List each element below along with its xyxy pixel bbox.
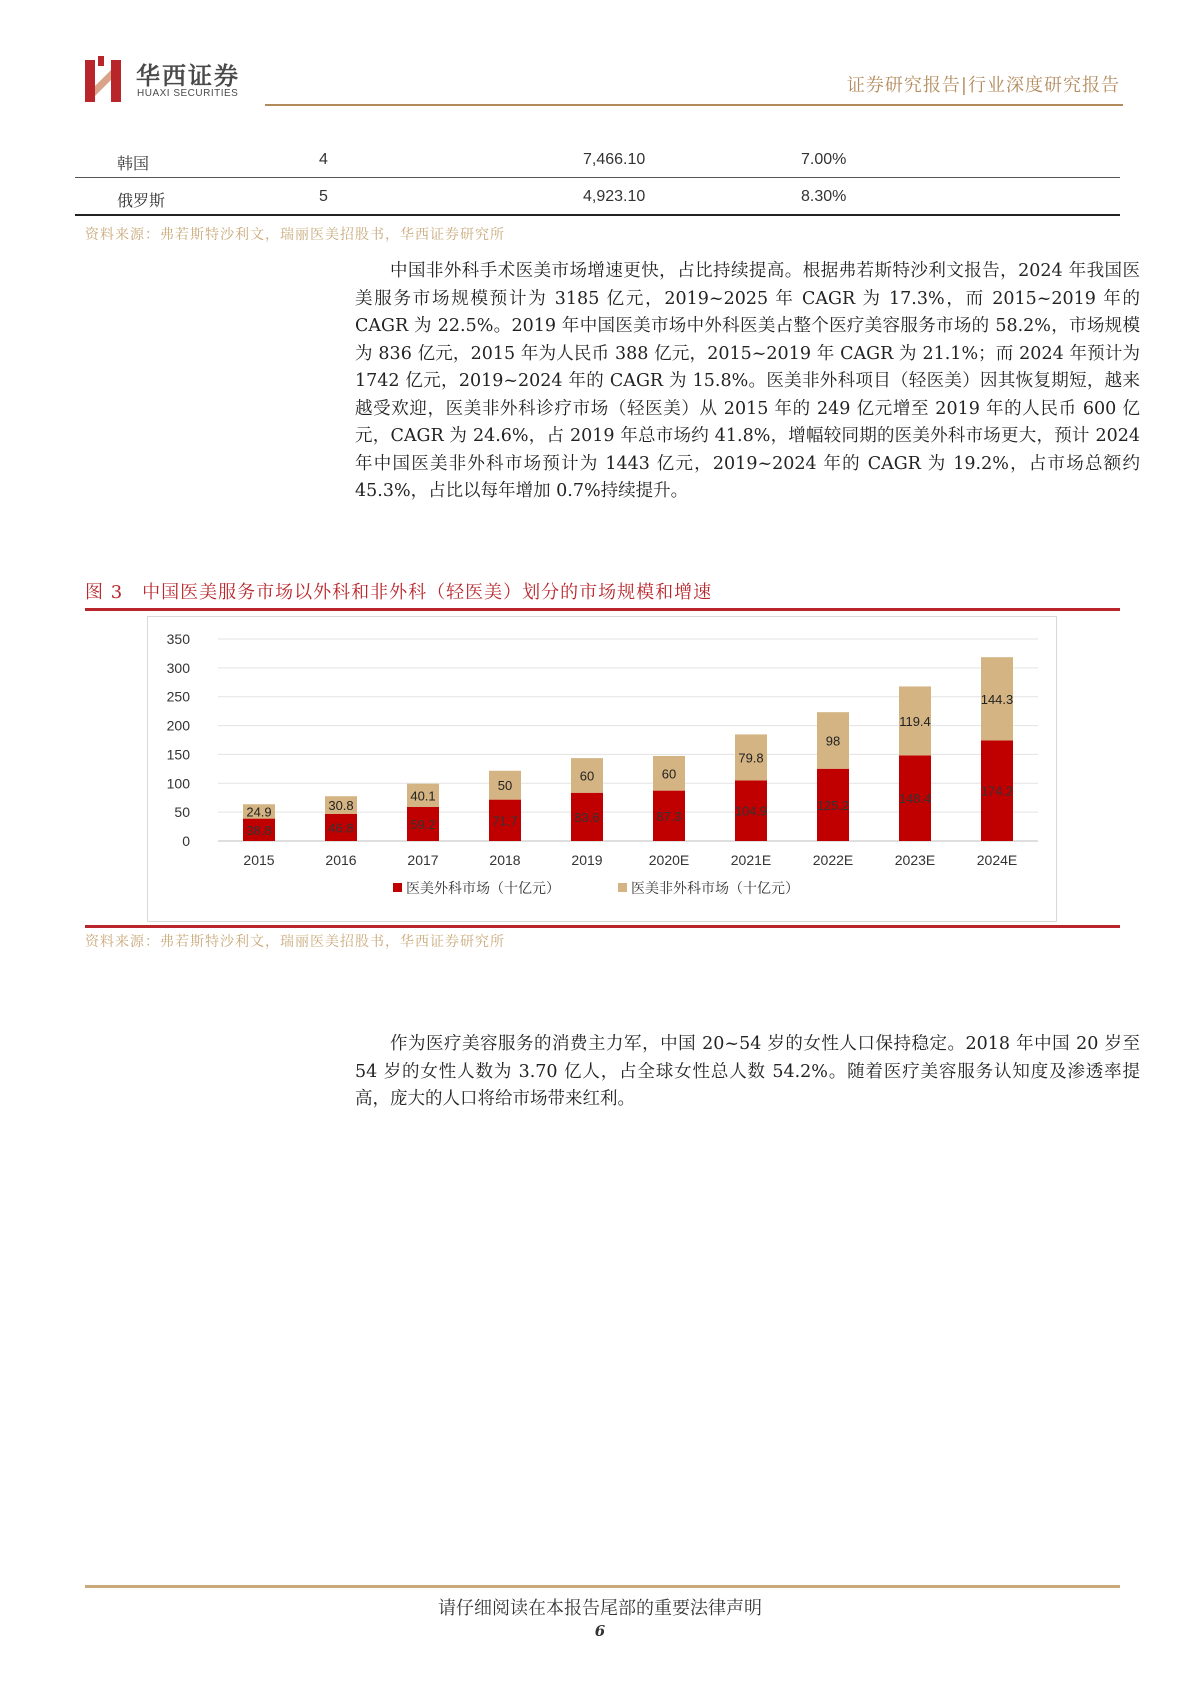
chart-canvas bbox=[148, 617, 1056, 921]
data-label-non-surgical: 98 bbox=[825, 733, 841, 749]
legend-swatch-non-surgical bbox=[618, 883, 627, 892]
data-label-surgical: 125.2 bbox=[816, 797, 850, 813]
table-cell-rank: 4 bbox=[319, 151, 328, 168]
data-label-surgical: 83.6 bbox=[574, 809, 600, 825]
data-label-surgical: 87.3 bbox=[656, 808, 682, 824]
company-name-cn: 华西证券 bbox=[136, 61, 240, 90]
y-tick-label: 100 bbox=[166, 775, 190, 792]
data-label-surgical: 46.8 bbox=[328, 820, 354, 836]
y-tick-label: 150 bbox=[166, 746, 190, 763]
data-label-surgical: 59.2 bbox=[410, 816, 436, 832]
footer-divider bbox=[85, 1585, 1120, 1588]
x-tick-label: 2016 bbox=[325, 852, 357, 868]
table-source-note: 资料来源：弗若斯特沙利文，瑞丽医美招股书，华西证券研究所 bbox=[85, 227, 505, 243]
report-type-label: 证券研究报告|行业深度研究报告 bbox=[846, 75, 1120, 96]
page-number: 6 bbox=[594, 1622, 606, 1640]
data-label-non-surgical: 24.9 bbox=[246, 804, 272, 820]
y-tick-label: 250 bbox=[166, 688, 190, 705]
data-label-non-surgical: 144.3 bbox=[980, 691, 1014, 707]
table-cell-rank: 5 bbox=[319, 188, 328, 205]
x-tick-label: 2020E bbox=[648, 852, 690, 868]
y-tick-label: 350 bbox=[166, 631, 190, 647]
company-name-en: HUAXI SECURITIES bbox=[137, 88, 239, 99]
table-cell-rate: 8.30% bbox=[801, 188, 847, 205]
x-tick-label: 2015 bbox=[243, 852, 275, 868]
data-label-surgical: 38.8 bbox=[246, 822, 272, 838]
table-divider bbox=[75, 177, 1120, 178]
table-cell-rate: 7.00% bbox=[801, 151, 847, 168]
data-label-non-surgical: 60 bbox=[579, 768, 595, 784]
paragraph-text: 作为医疗美容服务的消费主力军，中国 20~54 岁的女性人口保持稳定。2018 年中国 20 岁至 54 岁的女性人数为 3.70 亿人，占全球女性总人数 54.2%。随着医疗美容服务认知度及渗透率提高，庞大的人口将给市场带来红利。 bbox=[355, 1034, 1140, 1109]
data-label-surgical: 104.9 bbox=[734, 803, 768, 819]
x-tick-label: 2024E bbox=[976, 852, 1018, 868]
data-label-non-surgical: 30.8 bbox=[328, 798, 354, 814]
table-row bbox=[75, 142, 1120, 178]
x-tick-label: 2019 bbox=[571, 852, 603, 868]
data-label-non-surgical: 50 bbox=[497, 778, 513, 794]
table-row bbox=[75, 179, 1120, 215]
data-label-non-surgical: 119.4 bbox=[899, 713, 931, 729]
table-cell-country: 俄罗斯 bbox=[117, 193, 166, 210]
legend-label-surgical: 医美外科市场（十亿元） bbox=[406, 881, 560, 897]
table-bottom-border bbox=[75, 214, 1120, 216]
header-divider bbox=[265, 104, 1123, 106]
x-tick-label: 2021E bbox=[730, 852, 772, 868]
data-label-surgical: 71.7 bbox=[492, 813, 518, 829]
y-tick-label: 50 bbox=[174, 804, 190, 821]
x-tick-label: 2017 bbox=[407, 852, 439, 868]
legal-notice: 请仔细阅读在本报告尾部的重要法律声明 bbox=[438, 1598, 762, 1619]
figure-bottom-rule bbox=[85, 925, 1120, 928]
body-paragraph-demographics bbox=[355, 1031, 1140, 1114]
table-cell-country: 韩国 bbox=[117, 156, 150, 173]
x-tick-label: 2018 bbox=[489, 852, 521, 868]
y-tick-label: 200 bbox=[166, 717, 190, 734]
body-paragraph-market-growth bbox=[355, 258, 1140, 506]
figure-top-rule bbox=[85, 608, 1120, 611]
stacked-bar-chart bbox=[147, 616, 1057, 922]
table-cell-value: 7,466.10 bbox=[583, 151, 646, 168]
figure-source-note: 资料来源：弗若斯特沙利文，瑞丽医美招股书，华西证券研究所 bbox=[85, 934, 505, 950]
data-label-surgical: 174.2 bbox=[980, 783, 1014, 799]
table-cell-value: 4,923.10 bbox=[583, 188, 646, 205]
x-tick-label: 2022E bbox=[812, 852, 854, 868]
legend-label-non-surgical: 医美非外科市场（十亿元） bbox=[631, 881, 799, 897]
y-tick-label: 0 bbox=[182, 833, 190, 849]
data-label-non-surgical: 40.1 bbox=[410, 788, 436, 804]
huaxi-logo-icon bbox=[85, 56, 127, 102]
data-label-non-surgical: 60 bbox=[661, 766, 677, 782]
paragraph-text: 中国非外科手术医美市场增速更快，占比持续提高。根据弗若斯特沙利文报告，2024 年我国医美服务市场规模预计为 3185 亿元，2019~2025 年 CAGR 为 17.3%，而 2015~2019 年的 CAGR 为 22.5%。2019 年中国医美市场中外科医美占整个医疗美容服务市场的 58.2%，市场规模为 836 亿元，2015 年为人民币 388 亿元，2015~2019 年 CAGR 为 21.1%；而 2024 年预计为 1742 亿元，2019~2024 年的 CAGR 为 15.8%。医美非外科项目（轻医美）因其恢复期短，越来越受欢迎，医美非外科诊疗市场（轻医美）从 2015 年的 249 亿元增至 2019 年的人民币 600 亿元，CAGR 为 24.6%，占 2019 年总市场约 41.8%，增幅较同期的医美外科市场更大，预计 2024 年中国医美非外科市场预计为 1443 亿元，2019~2024 年的 CAGR 为 19.2%，占市场总额约 45.3%，占比以每年增加 0.7%持续提升。 bbox=[355, 261, 1140, 501]
figure-title: 图 3 中国医美服务市场以外科和非外科（轻医美）划分的市场规模和增速 bbox=[85, 582, 713, 603]
x-tick-label: 2023E bbox=[894, 852, 936, 868]
y-tick-label: 300 bbox=[166, 659, 190, 676]
data-label-surgical: 148.4 bbox=[898, 791, 932, 807]
data-label-non-surgical: 79.8 bbox=[738, 750, 764, 766]
legend-swatch-surgical bbox=[393, 883, 402, 892]
